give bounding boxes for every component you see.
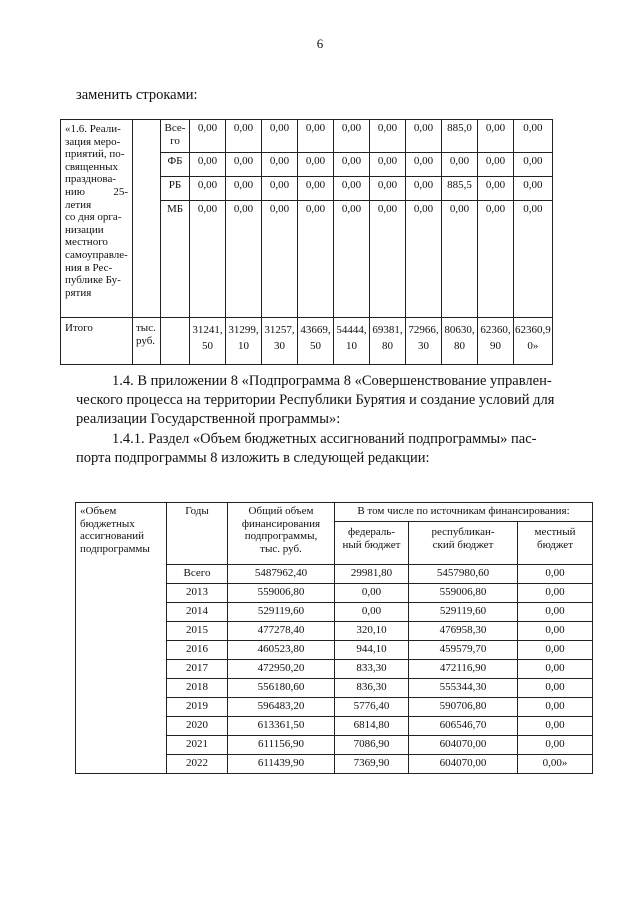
value-cell: 0,00 — [370, 153, 406, 177]
source-cell: РБ — [161, 177, 190, 201]
value-cell: 0,00 — [334, 153, 370, 177]
event-label-line: празднова- — [65, 173, 116, 186]
year-cell: 2013 — [167, 584, 228, 603]
federal-header: федераль- ный бюджет — [335, 522, 409, 565]
label-line: ассигнований — [80, 530, 145, 542]
value-cell: 0,00 — [262, 120, 298, 153]
total-header: Общий объем финансирования подпрограммы, тыс. руб. — [228, 503, 335, 565]
value-cell: 0,00 — [478, 177, 514, 201]
local-cell: 0,00» — [518, 755, 593, 774]
value-cell: 0,00 — [226, 153, 262, 177]
value-cell: 0,00 — [226, 201, 262, 318]
federal-cell: 7086,90 — [335, 736, 409, 755]
total-value-cell: 62360,9 0» — [514, 318, 553, 365]
year-cell: 2022 — [167, 755, 228, 774]
value-cell: 0,00 — [478, 120, 514, 153]
republic-cell: 529119,60 — [409, 603, 518, 622]
event-label-line: священных — [65, 160, 119, 173]
local-cell: 0,00 — [518, 603, 593, 622]
total-value-cell: 69381, 80 — [370, 318, 406, 365]
event-label-line: приятий, по- — [65, 148, 125, 161]
paragraph-line: порта подпрограммы 8 изложить в следующей редакции: — [76, 450, 430, 466]
total-value-cell: 54444, 10 — [334, 318, 370, 365]
total-cell: 559006,80 — [228, 584, 335, 603]
republic-cell: 604070,00 — [409, 736, 518, 755]
value-cell: 0,00 — [226, 120, 262, 153]
federal-cell: 29981,80 — [335, 565, 409, 584]
republic-cell: 459579,70 — [409, 641, 518, 660]
event-label-line: зация меро- — [65, 135, 121, 148]
value-cell: 0,00 — [334, 120, 370, 153]
source-cell: МБ — [161, 201, 190, 318]
value-cell: 0,00 — [190, 153, 226, 177]
local-cell: 0,00 — [518, 584, 593, 603]
page-number: 6 — [316, 36, 324, 51]
republic-cell: 590706,80 — [409, 698, 518, 717]
local-cell: 0,00 — [518, 717, 593, 736]
value-cell: 0,00 — [478, 201, 514, 318]
unit-cell: тыс. руб. — [133, 318, 161, 365]
replacement-rows-table — [60, 119, 553, 365]
paragraph-1-4-1 — [76, 430, 584, 468]
republic-cell: 476958,30 — [409, 622, 518, 641]
total-cell: 596483,20 — [228, 698, 335, 717]
total-cell: 460523,80 — [228, 641, 335, 660]
label-line: «Объем — [80, 505, 117, 517]
federal-cell: 836,30 — [335, 679, 409, 698]
value-cell: 0,00 — [298, 120, 334, 153]
total-value-cell: 80630, 80 — [442, 318, 478, 365]
label-line: подпрограммы — [80, 542, 150, 555]
value-cell: 0,00 — [514, 177, 553, 201]
total-cell: 477278,40 — [228, 622, 335, 641]
total-value-cell: 72966, 30 — [406, 318, 442, 365]
total-cell: 613361,50 — [228, 717, 335, 736]
value-cell: 0,00 — [298, 153, 334, 177]
local-cell: 0,00 — [518, 641, 593, 660]
year-cell: 2018 — [167, 679, 228, 698]
empty-cell — [133, 120, 161, 318]
value-cell: 0,00 — [262, 153, 298, 177]
value-cell: 0,00 — [190, 177, 226, 201]
federal-cell: 6814,80 — [335, 717, 409, 736]
year-cell: 2014 — [167, 603, 228, 622]
table2-label-cell — [76, 503, 167, 774]
republic-cell: 472116,90 — [409, 660, 518, 679]
year-cell: 2020 — [167, 717, 228, 736]
year-cell: 2019 — [167, 698, 228, 717]
value-cell: 0,00 — [514, 153, 553, 177]
value-cell: 885,0 — [442, 120, 478, 153]
total-label: Итого — [61, 318, 133, 365]
local-cell: 0,00 — [518, 679, 593, 698]
source-cell: Все- го — [161, 120, 190, 153]
republic-cell: 559006,80 — [409, 584, 518, 603]
budget-allocations-table — [75, 502, 593, 774]
local-cell: 0,00 — [518, 622, 593, 641]
value-cell: 0,00 — [226, 177, 262, 201]
year-cell: Всего — [167, 565, 228, 584]
federal-cell: 944,10 — [335, 641, 409, 660]
value-cell: 0,00 — [514, 201, 553, 318]
source-cell: ФБ — [161, 153, 190, 177]
value-cell: 0,00 — [262, 201, 298, 318]
total-value-cell: 31241, 50 — [190, 318, 226, 365]
federal-cell: 5776,40 — [335, 698, 409, 717]
year-cell: 2016 — [167, 641, 228, 660]
event-label-line: публике Бу- — [65, 274, 121, 287]
value-cell: 0,00 — [190, 201, 226, 318]
event-label-line: рятия — [65, 286, 92, 299]
value-cell: 0,00 — [370, 201, 406, 318]
value-cell: 0,00 — [298, 177, 334, 201]
total-cell: 472950,20 — [228, 660, 335, 679]
label-line: бюджетных — [80, 517, 135, 530]
local-cell: 0,00 — [518, 698, 593, 717]
year-cell: 2017 — [167, 660, 228, 679]
value-cell: 0,00 — [370, 120, 406, 153]
year-cell: 2021 — [167, 736, 228, 755]
total-cell: 611439,90 — [228, 755, 335, 774]
value-cell: 0,00 — [334, 177, 370, 201]
value-cell: 0,00 — [406, 201, 442, 318]
paragraph-1-4 — [76, 372, 584, 429]
event-label-cell — [61, 120, 133, 318]
federal-cell: 0,00 — [335, 584, 409, 603]
value-cell: 0,00 — [442, 201, 478, 318]
federal-cell: 833,30 — [335, 660, 409, 679]
event-label-line: местного — [65, 236, 108, 249]
sources-header: В том числе по источникам финансирования: — [335, 503, 593, 522]
total-cell: 5487962,40 — [228, 565, 335, 584]
empty-cell — [161, 318, 190, 365]
event-label-line: «1.6. Реали- — [65, 123, 121, 135]
value-cell: 0,00 — [406, 120, 442, 153]
event-label-line: самоуправле- — [65, 248, 128, 261]
event-label-line: со дня орга- — [65, 211, 122, 224]
value-cell: 0,00 — [370, 177, 406, 201]
year-cell: 2015 — [167, 622, 228, 641]
total-value-cell: 62360, 90 — [478, 318, 514, 365]
total-value-cell: 43669, 50 — [298, 318, 334, 365]
local-cell: 0,00 — [518, 660, 593, 679]
total-cell: 556180,60 — [228, 679, 335, 698]
total-value-cell: 31257, 30 — [262, 318, 298, 365]
republic-cell: 555344,30 — [409, 679, 518, 698]
local-header: местный бюджет — [518, 522, 593, 565]
paragraph-line: 1.4.1. Раздел «Объем бюджетных ассигнований подпрограммы» пас- — [112, 431, 537, 447]
value-cell: 0,00 — [442, 153, 478, 177]
republic-cell: 606546,70 — [409, 717, 518, 736]
value-cell: 0,00 — [406, 177, 442, 201]
republic-cell: 604070,00 — [409, 755, 518, 774]
value-cell: 0,00 — [406, 153, 442, 177]
value-cell: 0,00 — [262, 177, 298, 201]
value-cell: 0,00 — [478, 153, 514, 177]
federal-cell: 7369,90 — [335, 755, 409, 774]
event-label-line: нию 25-летия — [65, 185, 128, 211]
value-cell: 0,00 — [514, 120, 553, 153]
paragraph-line: реализации Государственной программы»: — [76, 411, 341, 427]
value-cell: 0,00 — [190, 120, 226, 153]
total-cell: 611156,90 — [228, 736, 335, 755]
event-label-line: низации — [65, 223, 104, 236]
total-cell: 529119,60 — [228, 603, 335, 622]
value-cell: 0,00 — [334, 201, 370, 318]
paragraph-line: 1.4. В приложении 8 «Подпрограмма 8 «Совершенствование управлен- — [112, 373, 552, 389]
local-cell: 0,00 — [518, 565, 593, 584]
total-value-cell: 31299, 10 — [226, 318, 262, 365]
value-cell: 0,00 — [298, 201, 334, 318]
republic-header: республикан- ский бюджет — [409, 522, 518, 565]
event-label-line: ния в Рес- — [65, 261, 113, 274]
value-cell: 885,5 — [442, 177, 478, 201]
years-header: Годы — [167, 503, 228, 565]
local-cell: 0,00 — [518, 736, 593, 755]
federal-cell: 320,10 — [335, 622, 409, 641]
republic-cell: 5457980,60 — [409, 565, 518, 584]
paragraph-line: ческого процесса на территории Республики Бурятия и создание условий для — [76, 392, 555, 408]
federal-cell: 0,00 — [335, 603, 409, 622]
intro-text: заменить строками: — [76, 87, 198, 103]
